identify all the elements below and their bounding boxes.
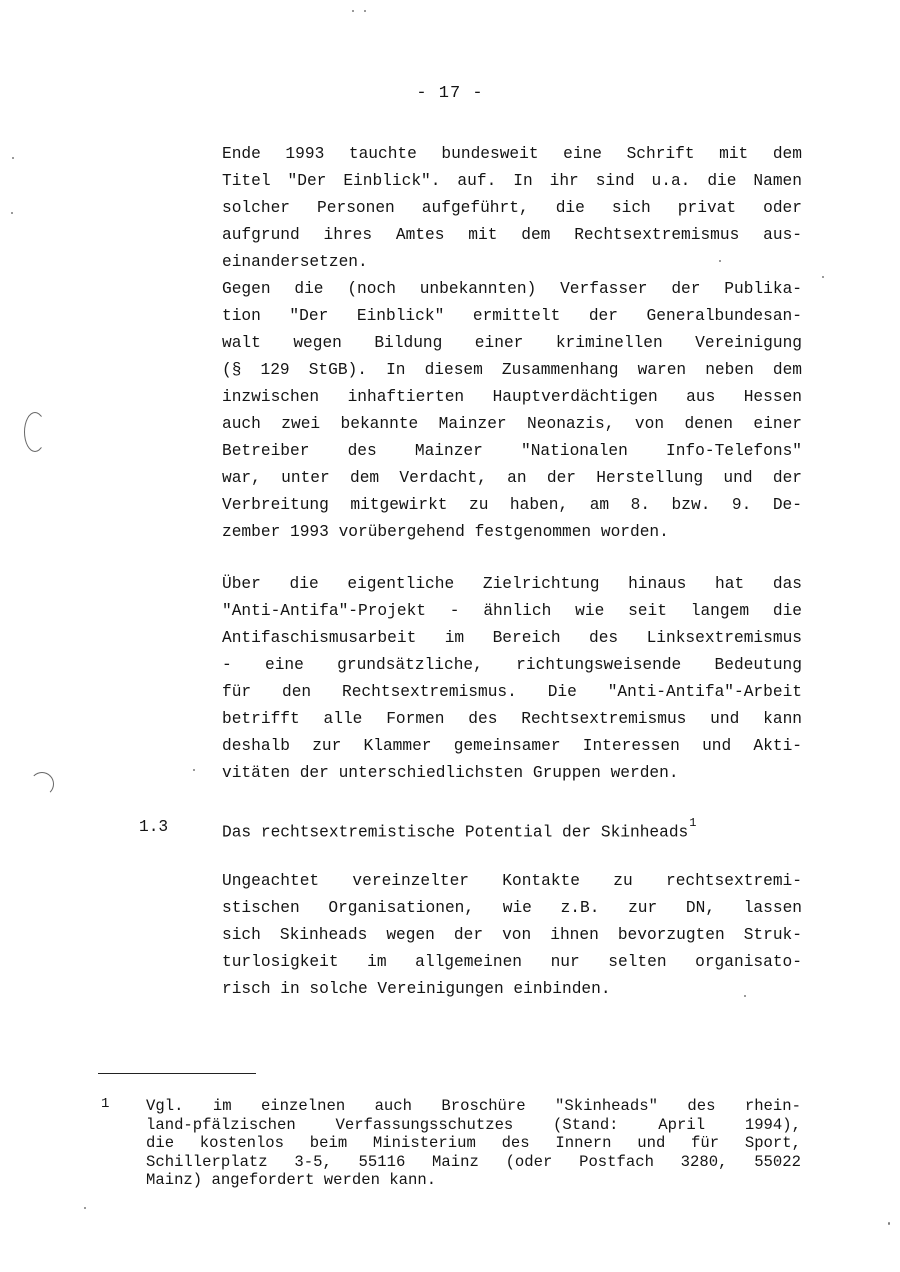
text-line: inzwischen inhaftierten Hauptverdächtigen aus Hessen — [222, 388, 802, 406]
footnote-marker: 1 — [101, 1096, 110, 1112]
text-line: "Anti-Antifa"-Projekt - ähnlich wie seit langem die — [222, 602, 802, 620]
text-line: einandersetzen. — [222, 253, 368, 271]
text-line: sich Skinheads wegen der von ihnen bevorzugten Struk- — [222, 926, 802, 944]
footnote-line: Schillerplatz 3-5, 55116 Mainz (oder Postfach 3280, 55022 — [146, 1152, 801, 1171]
scan-artifact-speck — [352, 10, 354, 12]
section-title: Das rechtsextremistische Potential der Skinheads — [222, 823, 689, 842]
text-line: war, unter dem Verdacht, an der Herstellung und der — [222, 469, 802, 487]
text-line: auch zwei bekannte Mainzer Neonazis, von denen einer — [222, 415, 802, 433]
text-line: Ungeachtet vereinzelter Kontakte zu rechtsextremi- — [222, 872, 802, 890]
text-line: tion "Der Einblick" ermittelt der Generalbundesan- — [222, 307, 802, 325]
text-line: turlosigkeit im allgemeinen nur selten organisato- — [222, 953, 802, 971]
text-line: vitäten der unterschiedlichsten Gruppen werden. — [222, 764, 679, 782]
text-line: zember 1993 vorübergehend festgenommen worden. — [222, 523, 669, 541]
page-number: - 17 - — [416, 84, 484, 103]
scan-artifact-speck — [193, 769, 195, 771]
text-line: - eine grundsätzliche, richtungsweisende Bedeutung — [222, 656, 802, 674]
footnote-divider — [98, 1073, 256, 1074]
text-line: walt wegen Bildung einer kriminellen Vereinigung — [222, 334, 802, 352]
paragraph-skinheads — [222, 868, 802, 1003]
scan-artifact-hole-mark — [30, 772, 54, 796]
text-line: Über die eigentliche Zielrichtung hinaus hat das — [222, 575, 802, 593]
text-line: risch in solche Vereinigungen einbinden. — [222, 980, 611, 998]
text-line: betrifft alle Formen des Rechtsextremismus und kann — [222, 710, 802, 728]
scan-artifact-hole-mark — [24, 412, 46, 452]
scan-artifact-speck — [719, 260, 721, 262]
footnote-reference: 1 — [689, 816, 697, 830]
scan-artifact-speck — [888, 1222, 890, 1225]
scan-artifact-speck — [364, 10, 366, 12]
paragraph-einblick — [222, 141, 802, 546]
text-line: stischen Organisationen, wie z.B. zur DN, lassen — [222, 899, 802, 917]
paragraph-anti-antifa — [222, 571, 802, 787]
text-line: Antifaschismusarbeit im Bereich des Linksextremismus — [222, 629, 802, 647]
text-line: (§ 129 StGB). In diesem Zusammenhang waren neben dem — [222, 361, 802, 379]
scan-artifact-speck — [744, 995, 746, 997]
footnote-line: Mainz) angefordert werden kann. — [146, 1171, 437, 1189]
text-line: solcher Personen aufgeführt, die sich privat oder — [222, 199, 802, 217]
footnote-line: Vgl. im einzelnen auch Broschüre "Skinheads" des rhein- — [146, 1097, 801, 1115]
text-line: Betreiber des Mainzer "Nationalen Info-Telefons" — [222, 442, 802, 460]
text-line: für den Rechtsextremismus. Die "Anti-Antifa"-Arbeit — [222, 683, 802, 701]
scan-artifact-speck — [822, 276, 824, 278]
section-heading — [222, 814, 696, 841]
scan-artifact-speck — [11, 212, 13, 214]
section-number: 1.3 — [139, 818, 169, 836]
text-line: deshalb zur Klammer gemeinsamer Interessen und Akti- — [222, 737, 802, 755]
scan-artifact-speck — [84, 1207, 86, 1209]
text-line: Ende 1993 tauchte bundesweit eine Schrift mit dem — [222, 145, 802, 163]
text-line: aufgrund ihres Amtes mit dem Rechtsextremismus aus- — [222, 226, 802, 244]
footnote-line: die kostenlos beim Ministerium des Innern und für Sport, — [146, 1134, 801, 1152]
scan-artifact-speck — [12, 157, 14, 159]
text-line: Gegen die (noch unbekannten) Verfasser der Publika- — [222, 280, 802, 298]
footnote-text — [146, 1097, 801, 1190]
text-line: Titel "Der Einblick". auf. In ihr sind u.a. die Namen — [222, 172, 802, 190]
text-line: Verbreitung mitgewirkt zu haben, am 8. bzw. 9. De- — [222, 496, 802, 514]
footnote-line: land-pfälzischen Verfassungsschutzes (Stand: April 1994), — [146, 1115, 801, 1134]
